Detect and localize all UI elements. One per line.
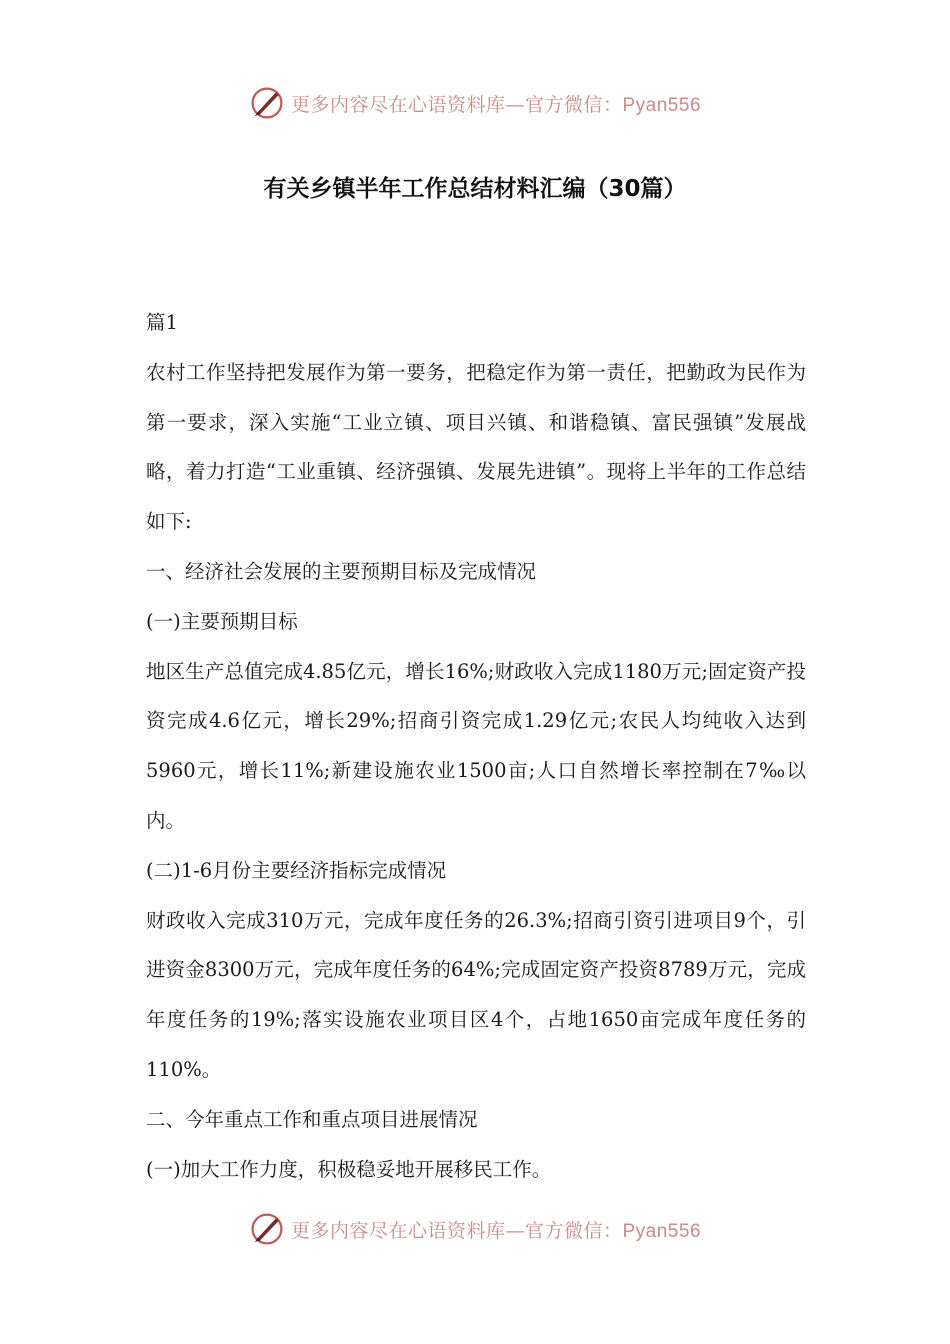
banner-text: 更多内容尽在心语资料库—官方微信：Pyan556 xyxy=(290,1219,702,1242)
section-label: 篇1 xyxy=(146,311,178,334)
header-banner xyxy=(0,78,950,128)
heading-2: 二、今年重点工作和重点项目进展情况 xyxy=(146,1107,478,1131)
document-body xyxy=(146,298,806,1194)
quill-pen-icon xyxy=(249,1211,285,1247)
document-title: 有关乡镇半年工作总结材料汇编（30篇） xyxy=(263,176,687,202)
banner-text: 更多内容尽在心语资料库—官方微信：Pyan556 xyxy=(290,93,702,116)
subheading: (二)1-6月份主要经济指标完成情况 xyxy=(146,858,447,882)
wechat-id: Pyan556 xyxy=(622,1220,702,1242)
paragraph: 财政收入完成310万元，完成年度任务的26.3%;招商引资引进项目9个，引进资金8300万元，完成年度任务的64%;完成固定资产投资8789万元，完成年度任务的19%;落实设施农业项目区4个，占地1650亩完成年度任务的110%。 xyxy=(146,908,806,1081)
quill-pen-icon xyxy=(249,85,285,121)
paragraph: 地区生产总值完成4.85亿元，增长16%;财政收入完成1180万元;固定资产投资完成4.6亿元，增长29%;招商引资完成1.29亿元;农民人均纯收入达到5960元，增长11%;新建设施农业1500亩;人口自然增长率控制在7‰以内。 xyxy=(146,659,806,832)
footer-banner xyxy=(0,1204,950,1254)
wechat-id: Pyan556 xyxy=(622,94,702,116)
heading-1: 一、经济社会发展的主要预期目标及完成情况 xyxy=(146,559,537,583)
subheading: (一)主要预期目标 xyxy=(146,609,298,633)
paragraph: 农村工作坚持把发展作为第一要务，把稳定作为第一责任，把勤政为民作为第一要求，深入实施“工业立镇、项目兴镇、和谐稳镇、富民强镇”发展战略，着力打造“工业重镇、经济强镇、发展先进镇”。现将上半年的工作总结如下: xyxy=(146,360,806,534)
subheading: (一)加大工作力度，积极稳妥地开展移民工作。 xyxy=(146,1157,552,1181)
